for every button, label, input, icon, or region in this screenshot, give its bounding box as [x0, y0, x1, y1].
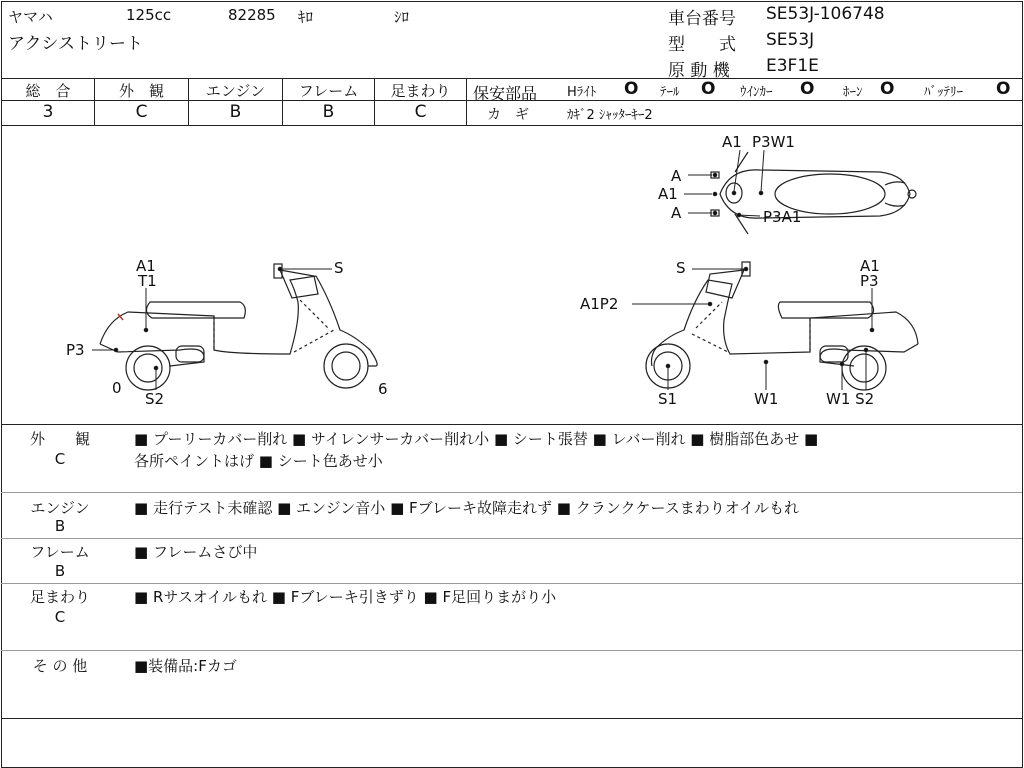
safety-mark: O: [800, 79, 815, 99]
note-grade: B: [54, 562, 66, 580]
safety-mark: O: [880, 79, 895, 99]
safety-item: ｳｲﾝｶｰ: [740, 85, 773, 100]
exterior-label: 外 観: [118, 82, 164, 100]
diag-label: T1: [138, 272, 157, 290]
note-text: ■ Rサスオイルもれ ■ Fブレーキ引きずり ■ F足回りまがり小: [134, 588, 557, 606]
mileage-unit: ｷﾛ: [298, 8, 314, 26]
note-text: ■ フレームさび中: [134, 543, 258, 561]
frame-no-label: 車台番号: [668, 9, 736, 29]
diag-label: P3: [66, 341, 85, 359]
divider: [1, 538, 1022, 539]
diag-label: A: [671, 167, 682, 185]
note-label: エンジン: [30, 499, 90, 517]
safety-item: ﾃｰﾙ: [660, 85, 680, 100]
displacement: 125cc: [126, 6, 172, 24]
diag-label: A1: [658, 185, 678, 203]
diag-label: W1 S2: [826, 390, 875, 408]
diag-label: S: [334, 259, 344, 277]
frame-no: SE53J-106748: [766, 4, 885, 24]
key-value: ｶｷﾞ2 ｼｬｯﾀｰｷｰ2: [567, 108, 653, 123]
note-text: 各所ペイントはげ ■ シート色あせ小: [134, 452, 383, 470]
note-grade: C: [54, 608, 66, 626]
note-text: ■ 走行テスト未確認 ■ エンジン音小 ■ Fブレーキ故障走れず ■ クランクケースまわりオイルもれ: [134, 499, 799, 517]
suspension-grade-label: 足まわり: [390, 82, 451, 100]
diag-label: P3W1: [752, 133, 795, 151]
engine-label: 原 動 機: [668, 61, 730, 81]
note-label: そ の 他: [32, 657, 88, 675]
diag-label: A1P2: [580, 295, 619, 313]
safety-item: Hﾗｲﾄ: [567, 85, 597, 100]
diag-label: A1: [860, 257, 880, 275]
divider: [1, 492, 1022, 493]
note-text: ■ プーリーカバー削れ ■ サイレンサーカバー削れ小 ■ シート張替 ■ レバー削れ ■ 樹脂部色あせ ■: [134, 430, 819, 448]
note-grade: C: [54, 450, 66, 468]
divider: [1, 718, 1022, 719]
overall-grade: 3: [42, 102, 54, 122]
note-text: ■装備品:Fカゴ: [134, 657, 237, 675]
diag-label: A1: [136, 257, 156, 275]
diag-label: 0: [112, 379, 122, 397]
maker: ヤマハ: [8, 8, 53, 26]
safety-mark: O: [996, 79, 1011, 99]
safety-item: ﾎｰﾝ: [843, 85, 863, 100]
divider: [1, 583, 1022, 584]
diag-label: A1: [722, 133, 742, 151]
safety-label: 保安部品: [473, 84, 538, 103]
diag-label: S1: [658, 390, 678, 408]
note-label: フレーム: [30, 543, 90, 561]
top-view-leaders: [684, 150, 764, 217]
engine-grade-label: エンジン: [205, 82, 266, 100]
diag-label: P3: [860, 272, 879, 290]
top-view-scooter: [711, 152, 916, 234]
diag-label: 6: [378, 380, 388, 398]
note-label: 外 観: [29, 430, 90, 448]
safety-mark: O: [624, 79, 639, 99]
note-grade: B: [54, 517, 66, 535]
frame-grade: B: [322, 102, 335, 122]
note-label: 足まわり: [29, 588, 90, 606]
suspension-grade: C: [414, 102, 427, 122]
key-label: カ ギ: [487, 107, 529, 123]
safety-mark: O: [701, 79, 716, 99]
model-name: アクシストリート: [8, 34, 143, 54]
diag-label: S: [676, 259, 686, 277]
exterior-grade: C: [135, 102, 148, 122]
divider: [1, 650, 1022, 651]
engine-value: E3F1E: [766, 56, 819, 76]
divider: [1, 424, 1022, 425]
body-color: ｼﾛ: [394, 8, 410, 26]
frame-grade-label: フレーム: [298, 82, 359, 100]
right-side-leaders: [632, 267, 874, 390]
engine-grade: B: [229, 102, 242, 122]
type-value: SE53J: [766, 30, 815, 50]
mileage: 82285: [228, 6, 276, 24]
diag-label: W1: [754, 390, 779, 408]
safety-item: ﾊﾞｯﾃﾘｰ: [924, 85, 963, 100]
diag-label: S2: [145, 390, 165, 408]
overall-label: 総 合: [25, 82, 71, 100]
type-label: 型 式: [668, 35, 736, 55]
diag-label: A: [671, 204, 682, 222]
diag-label: P3A1: [763, 208, 802, 226]
